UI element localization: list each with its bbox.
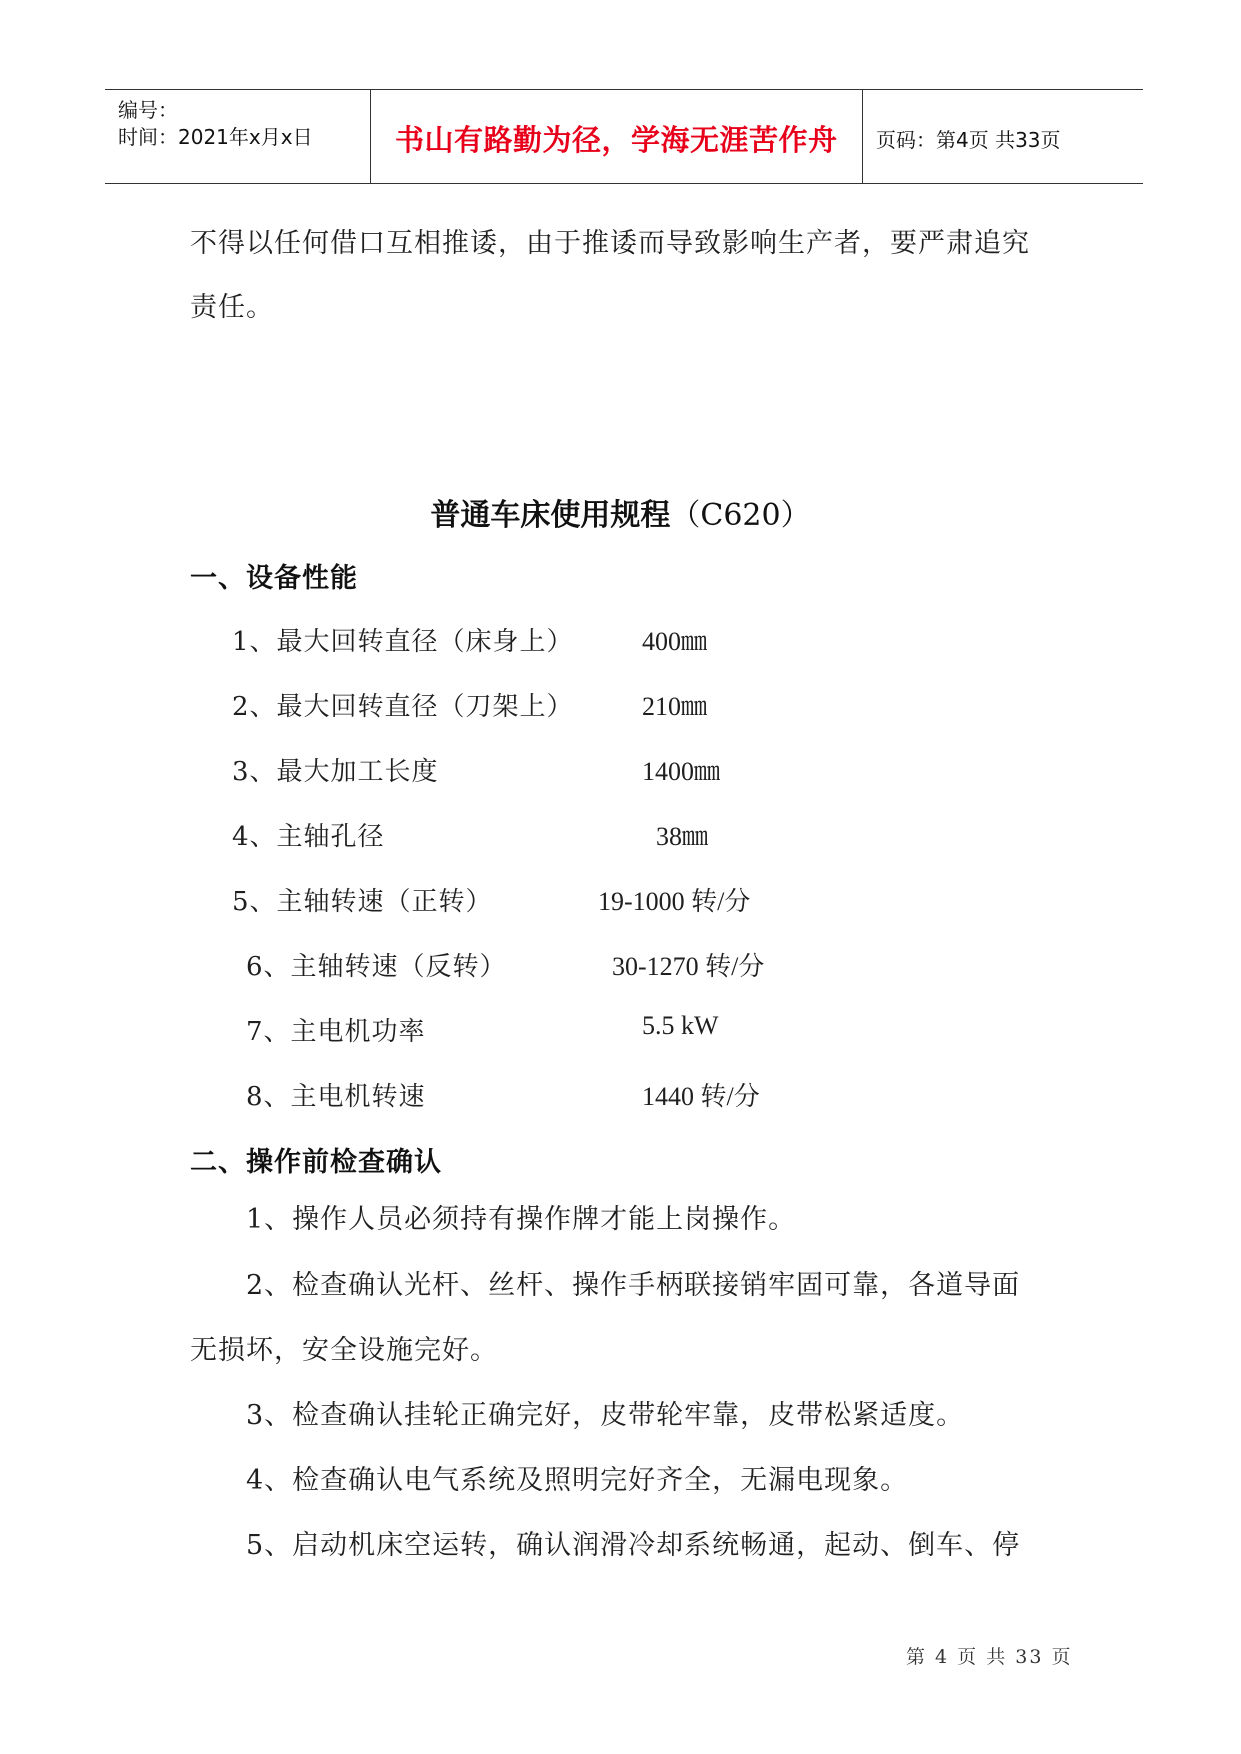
document-title-model: （C620）: [670, 498, 811, 533]
header-page-label: 页码：第4页 共33页: [876, 128, 1061, 152]
check-item: 3、检查确认挂轮正确完好，皮带轮牢靠，皮带松紧适度。: [246, 1400, 965, 1431]
intro-line-2: 责任。: [190, 292, 274, 323]
intro-line-1: 不得以任何借口互相推诿，由于推诿而导致影响生产者，要严肃追究: [190, 228, 1030, 259]
spec-label: 3、最大加工长度: [232, 757, 439, 787]
check-item: 1、操作人员必须持有操作牌才能上岗操作。: [246, 1204, 797, 1235]
check-item: 5、启动机床空运转，确认润滑冷却系统畅通，起动、倒车、停: [246, 1530, 1021, 1561]
check-item: 2、检查确认光杆、丝杆、操作手柄联接销牢固可靠，各道导面: [246, 1270, 1021, 1301]
header-bottom-rule: [105, 183, 1143, 184]
check-item: 4、检查确认电气系统及照明完好齐全，无漏电现象。: [246, 1465, 909, 1496]
spec-value: 1400㎜: [642, 757, 721, 786]
spec-value: 19-1000 转/分: [598, 887, 751, 916]
spec-value: 1440 转/分: [642, 1082, 760, 1111]
section-heading-equipment-performance: 一、设备性能: [190, 563, 358, 594]
spec-label: 8、主电机转速: [246, 1082, 426, 1112]
spec-label: 7、主电机功率: [246, 1017, 426, 1047]
spec-value: 5.5 kW: [642, 1011, 719, 1040]
page-footer: 第 4 页 共 33 页: [906, 1646, 1073, 1668]
header-time-label: 时间：2021年x月x日: [118, 125, 313, 149]
header-divider-left: [370, 89, 371, 183]
header-divider-right: [862, 89, 863, 183]
spec-value: 400㎜: [642, 627, 708, 656]
spec-label: 6、主轴转速（反转）: [246, 952, 507, 982]
spec-label: 1、最大回转直径（床身上）: [232, 627, 574, 657]
spec-value: 210㎜: [642, 692, 708, 721]
document-title-main: 普通车床使用规程: [430, 498, 671, 533]
section-heading-pre-operation-check: 二、操作前检查确认: [190, 1147, 442, 1178]
header-number-label: 编号：: [118, 98, 178, 122]
spec-label: 2、最大回转直径（刀架上）: [232, 692, 574, 722]
document-title: [0, 490, 1241, 534]
spec-value: 30-1270 转/分: [612, 952, 765, 981]
spec-label: 5、主轴转速（正转）: [232, 887, 493, 917]
spec-value: 38㎜: [656, 822, 709, 851]
header-top-rule: [105, 89, 1143, 90]
header-motto: 书山有路勤为径，学海无涯苦作舟: [395, 123, 838, 157]
check-item-continuation: 无损坏，安全设施完好。: [190, 1335, 498, 1366]
spec-label: 4、主轴孔径: [232, 822, 385, 852]
